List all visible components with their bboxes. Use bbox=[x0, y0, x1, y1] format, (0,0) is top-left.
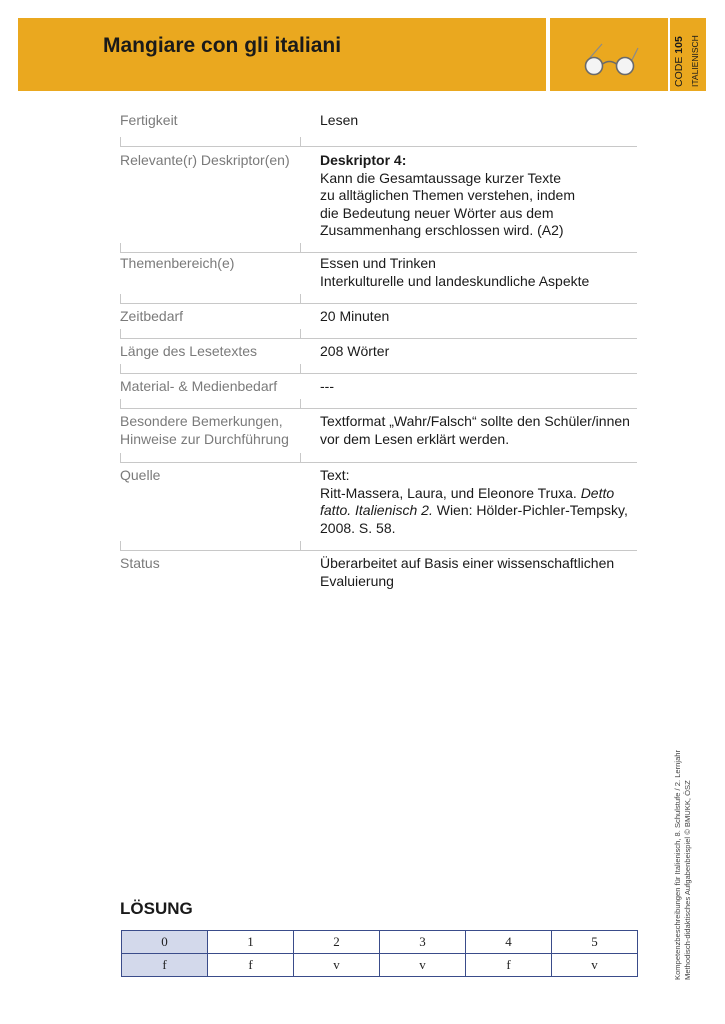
info-value-text: Lesen bbox=[320, 112, 359, 128]
info-value-line bbox=[320, 255, 640, 273]
row-divider bbox=[120, 408, 637, 409]
code-prefix: CODE bbox=[673, 56, 685, 87]
info-value-text: zu alltäglichen Themen verstehen, indem bbox=[320, 187, 576, 203]
info-value-text: 20 Minuten bbox=[320, 308, 390, 324]
side-note bbox=[673, 730, 703, 980]
info-value-text: Überarbeitet auf Basis einer wissenschaftlichen bbox=[320, 555, 615, 571]
info-value-text: vor dem Lesen erklärt werden. bbox=[320, 430, 510, 447]
row-divider bbox=[120, 146, 637, 147]
info-value-text: --- bbox=[320, 378, 334, 394]
solution-answer-cell: f bbox=[122, 954, 208, 977]
info-label-line: Material- & Medienbedarf bbox=[120, 378, 278, 394]
info-value-text: Essen und Trinken bbox=[320, 255, 436, 271]
info-value-line bbox=[320, 502, 640, 520]
info-value-line bbox=[320, 485, 640, 503]
info-label bbox=[120, 255, 310, 273]
info-value bbox=[320, 555, 640, 590]
info-value-text: die Bedeutung neuer Wörter aus dem bbox=[320, 204, 554, 221]
info-value-line bbox=[320, 573, 640, 591]
solution-answer-row bbox=[122, 954, 638, 977]
code-number: 105 bbox=[673, 36, 685, 54]
info-value bbox=[320, 112, 640, 130]
info-value-text: Textformat „Wahr/Falsch“ sollte den Schüler/innen bbox=[320, 413, 630, 429]
info-value-line bbox=[320, 205, 640, 223]
solution-table bbox=[121, 930, 638, 977]
info-value-line bbox=[320, 112, 640, 130]
info-label-line: Hinweise zur Durchführung bbox=[120, 430, 289, 447]
row-divider bbox=[120, 462, 637, 463]
info-value-line bbox=[320, 467, 640, 485]
info-value-line bbox=[320, 222, 640, 240]
info-value bbox=[320, 308, 640, 326]
info-value-part: Wien: Hölder-Pichler-Tempsky, bbox=[432, 502, 628, 518]
glasses-icon bbox=[580, 42, 640, 78]
solution-answer-cell: v bbox=[552, 954, 638, 977]
info-label-line: Relevante(r) Deskriptor(en) bbox=[120, 152, 290, 168]
info-label-line: Status bbox=[120, 555, 160, 571]
info-value bbox=[320, 467, 640, 537]
info-label-line: Fertigkeit bbox=[120, 112, 178, 128]
info-value bbox=[320, 152, 640, 240]
solution-number-row bbox=[122, 931, 638, 954]
info-value-text: Evaluierung bbox=[320, 572, 394, 589]
info-value-text: Text: bbox=[320, 467, 350, 483]
info-value-text: Deskriptor 4: bbox=[320, 152, 407, 168]
info-label bbox=[120, 343, 310, 361]
info-value-part: fatto. Italienisch 2. bbox=[320, 502, 433, 518]
info-value-text: Interkulturelle und landeskundliche Aspekte bbox=[320, 272, 590, 289]
info-label bbox=[120, 112, 310, 130]
solution-answer-cell: v bbox=[380, 954, 466, 977]
side-note-line2: Methodisch-didaktisches Aufgabenbeispiel © BMUKK, ÖSZ bbox=[683, 780, 692, 980]
info-label-line: Länge des Lesetextes bbox=[120, 343, 257, 359]
row-divider bbox=[120, 338, 637, 339]
info-value-line bbox=[320, 520, 640, 538]
info-label bbox=[120, 152, 310, 170]
solution-answer-cell: v bbox=[294, 954, 380, 977]
code-label bbox=[670, 18, 706, 91]
info-value-line bbox=[320, 273, 640, 291]
info-value-line bbox=[320, 431, 640, 449]
info-label bbox=[120, 467, 310, 485]
info-value-text: Zusammenhang erschlossen wird. (A2) bbox=[320, 222, 564, 238]
info-value-line bbox=[320, 187, 640, 205]
row-divider bbox=[120, 373, 637, 374]
info-label-line: Quelle bbox=[120, 467, 161, 483]
info-value-text: Kann die Gesamtaussage kurzer Texte bbox=[320, 169, 561, 186]
solution-title: LÖSUNG bbox=[120, 899, 193, 918]
info-value-part: Ritt-Massera, Laura, und Eleonore Truxa. bbox=[320, 484, 581, 501]
info-value-line bbox=[320, 555, 640, 573]
info-label-line: Zeitbedarf bbox=[120, 308, 184, 324]
info-value-line bbox=[320, 170, 640, 188]
info-value bbox=[320, 343, 640, 361]
info-value bbox=[320, 378, 640, 396]
solution-number-cell: 1 bbox=[208, 931, 294, 954]
info-value-text: 208 Wörter bbox=[320, 343, 390, 359]
header-logo-area bbox=[550, 18, 668, 91]
solution-number-cell: 2 bbox=[294, 931, 380, 954]
info-label-line: Themenbereich(e) bbox=[120, 255, 235, 271]
row-divider bbox=[120, 252, 637, 253]
solution-number-cell: 4 bbox=[466, 931, 552, 954]
solution-answer-cell: f bbox=[466, 954, 552, 977]
info-value-line bbox=[320, 413, 640, 431]
info-label bbox=[120, 555, 310, 573]
info-label bbox=[120, 378, 310, 396]
solution-answer-cell: f bbox=[208, 954, 294, 977]
row-divider bbox=[120, 550, 637, 551]
row-divider bbox=[120, 303, 637, 304]
info-value bbox=[320, 255, 640, 290]
info-value-line bbox=[320, 378, 640, 396]
side-note-line1: Kompetenzbeschreibungen für Italienisch, 8. Schulstufe / 2. Lernjahr bbox=[673, 749, 682, 980]
info-value-line bbox=[320, 152, 640, 170]
info-value-line bbox=[320, 343, 640, 361]
solution-number-cell: 5 bbox=[552, 931, 638, 954]
info-label-line: Besondere Bemerkungen, bbox=[120, 413, 283, 429]
info-label bbox=[120, 413, 310, 448]
solution-number-cell: 3 bbox=[380, 931, 466, 954]
solution-number-cell: 0 bbox=[122, 931, 208, 954]
info-value-part: Detto bbox=[580, 484, 615, 501]
language-label: ITALIENISCH bbox=[690, 35, 700, 87]
page-title: Mangiare con gli italiani bbox=[103, 34, 342, 57]
info-label bbox=[120, 308, 310, 326]
info-value-text: 2008. S. 58. bbox=[320, 519, 396, 536]
info-value-line bbox=[320, 308, 640, 326]
info-value bbox=[320, 413, 640, 448]
